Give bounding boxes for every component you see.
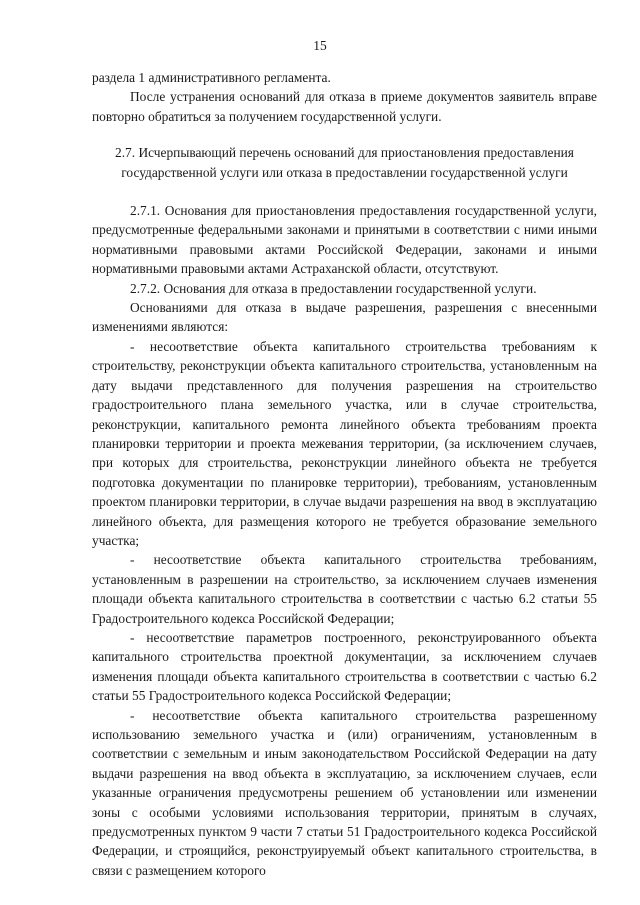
page-number: 15	[313, 38, 327, 53]
paragraph-2-7-2: 2.7.2. Основания для отказа в предоставлении государственной услуги.	[130, 280, 537, 296]
section-heading: 2.7. Исчерпывающий перечень оснований для приостановления предоставления государственной услуги или отказа в предоставлении государственной услуги	[115, 145, 574, 180]
paragraph-2-7-1: 2.7.1. Основания для приостановления предоставления государственной услуги, предусмотренные федеральными законами и принятыми в соответствии с ними иными нормативными правовыми актами Российской Федерации, законами и иными нормативными правовыми актами Астраханской области, отсутствуют.	[92, 203, 597, 277]
paragraph-refusal-grounds: Основаниями для отказа в выдаче разрешения, разрешения с внесенными изменениями являются:	[92, 300, 597, 335]
document-body	[92, 68, 597, 880]
paragraph-continuation: раздела 1 административного регламента.	[92, 70, 331, 85]
list-item-ground-4: - несоответствие объекта капитального строительства разрешенному использованию земельного участка и (или) ограничениям, установленным в соответствии с земельным и иным законодательством Российской Федерации на дату выдачи разрешения на ввод объекта в эксплуатацию, за исключением случаев, если указанные ограничения предусмотрены решением об установлении или изменении зоны с особыми условиями использования территории, принятым в случаях, предусмотренных пунктом 9 части 7 статьи 51 Градостроительного кодекса Российской Федерации, и строящийся, реконструируемый объект капитального строительства, в связи с размещением которого	[92, 707, 597, 878]
paragraph-resubmission: После устранения оснований для отказа в приеме документов заявитель вправе повторно обратиться за получением государственной услуги.	[92, 89, 597, 124]
list-item-ground-2: - несоответствие объекта капитального строительства требованиям, установленным в разрешении на строительство, за исключением случаев изменения площади объекта капитального строительства в соответствии с частью 6.2 статьи 55 Градостроительного кодекса Российской Федерации;	[92, 552, 597, 626]
list-item-ground-3: - несоответствие параметров построенного, реконструированного объекта капитального строительства проектной документации, за исключением случаев изменения площади объекта капитального строительства в соответствии с частью 6.2 статьи 55 Градостроительного кодекса Российской Федерации;	[92, 629, 597, 704]
list-item-ground-1: - несоответствие объекта капитального строительства требованиям к строительству, реконструкции объекта капитального строительства, установленным на дату выдачи представленного для получения разрешения на строительство градостроительного плана земельного участка, или в случае строительства, реконструкции, капитального ремонта линейного объекта требованиям проекта планировки территории и проекта межевания территории, (за исключением случаев, при которых для строительства, реконструкции линейного объекта не требуется подготовка документации по планировке территории), требованиям, установленным проектом планировки территории, в случае выдачи разрешения на ввод в эксплуатацию линейного объекта, для размещения которого не требуется образование земельного участка;	[92, 338, 597, 548]
